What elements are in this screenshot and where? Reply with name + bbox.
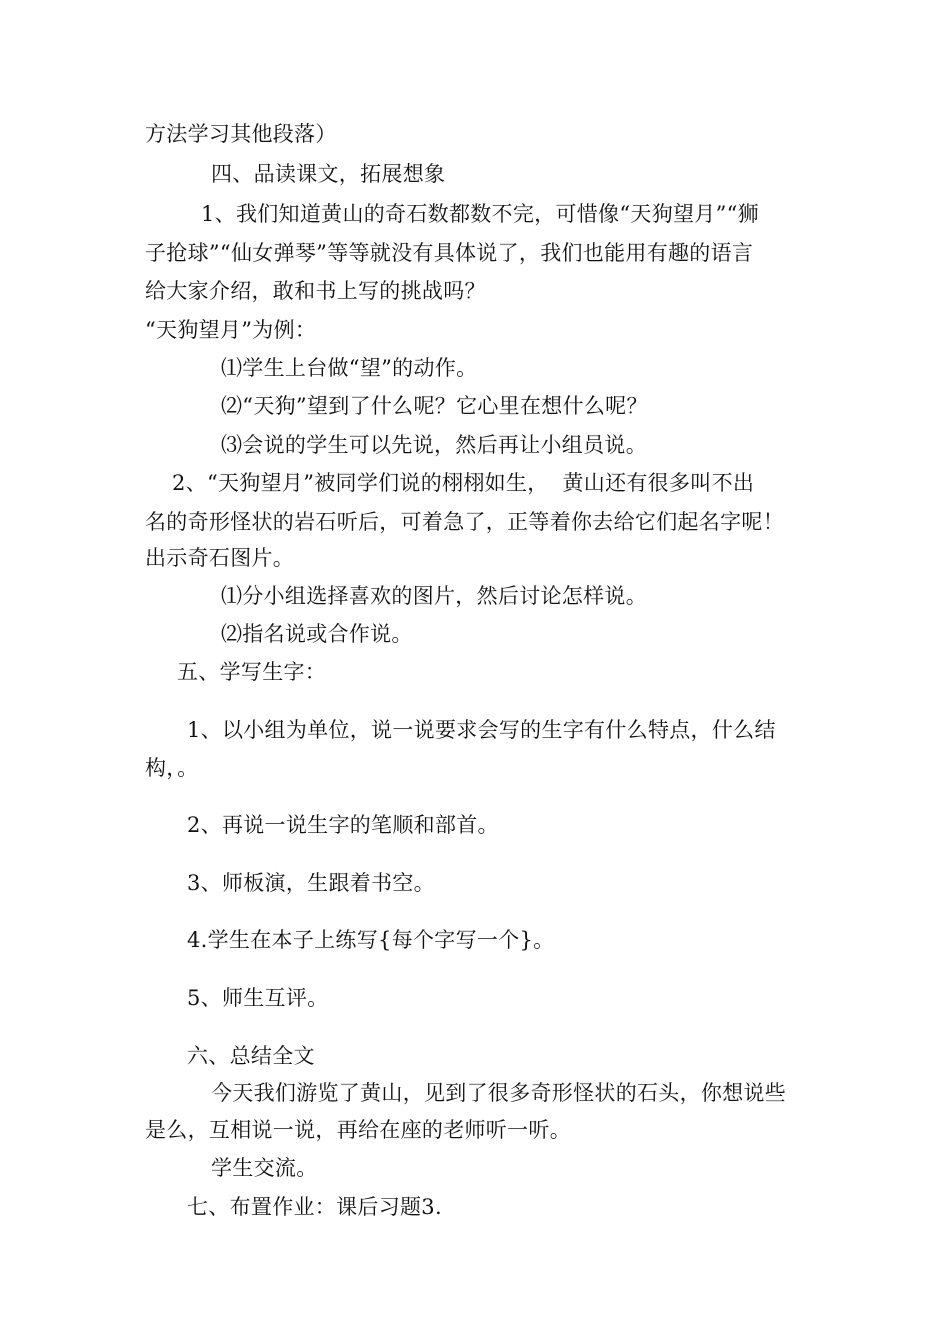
text-line: 4.学生在本子上练写{每个字写一个}。 [187,928,555,952]
text-line: 3、师板演，生跟着书空。 [187,871,435,895]
section-heading: 七、布置作业：课后习题3. [187,1195,442,1219]
text-line: 构，。 [145,756,199,780]
text-line: 学生交流。 [211,1156,318,1180]
section-heading: 六、总结全文 [187,1044,315,1068]
list-item: ⑶会说的学生可以先说，然后再让小组员说。 [221,433,647,457]
list-item: ⑴学生上台做“望”的动作。 [221,356,478,380]
text-line: 1、以小组为单位，说一说要求会写的生字有什么特点，什么结 [187,718,776,742]
text-line: 出示奇石图片。 [145,546,295,570]
text-line: 方法学习其他段落） [145,122,337,146]
list-item: ⑴分小组选择喜欢的图片，然后讨论怎样说。 [221,584,647,608]
section-heading: 五、学写生字： [177,660,327,684]
text-line: “天狗望月”为例： [145,318,317,342]
text-line: 1、我们知道黄山的奇石数都数不完，可惜像“天狗望月”“狮 [201,202,759,226]
list-item: ⑵指名说或合作说。 [221,622,413,646]
list-item: ⑵“天狗”望到了什么呢？它心里在想什么呢？ [221,394,648,418]
text-line: 2、“天狗望月”被同学们说的栩栩如生， 黄山还有很多叫不出 [172,471,755,495]
text-line: 名的奇形怪状的岩石听后，可着急了，正等着你去给它们起名字呢！ [145,510,784,534]
text-line: 子抢球”“仙女弹琴”等等就没有具体说了，我们也能用有趣的语言 [145,241,754,265]
text-line: 给大家介绍，敢和书上写的挑战吗？ [145,279,486,303]
text-line: 今天我们游览了黄山，见到了很多奇形怪状的石头，你想说些 [211,1081,787,1105]
text-line: 2、再说一说生字的笔顺和部首。 [187,813,499,837]
text-line: 5、师生互评。 [187,986,329,1010]
section-heading: 四、品读课文，拓展想象 [211,162,446,186]
text-line: 是么，互相说一说，再给在座的老师听一听。 [145,1118,571,1142]
